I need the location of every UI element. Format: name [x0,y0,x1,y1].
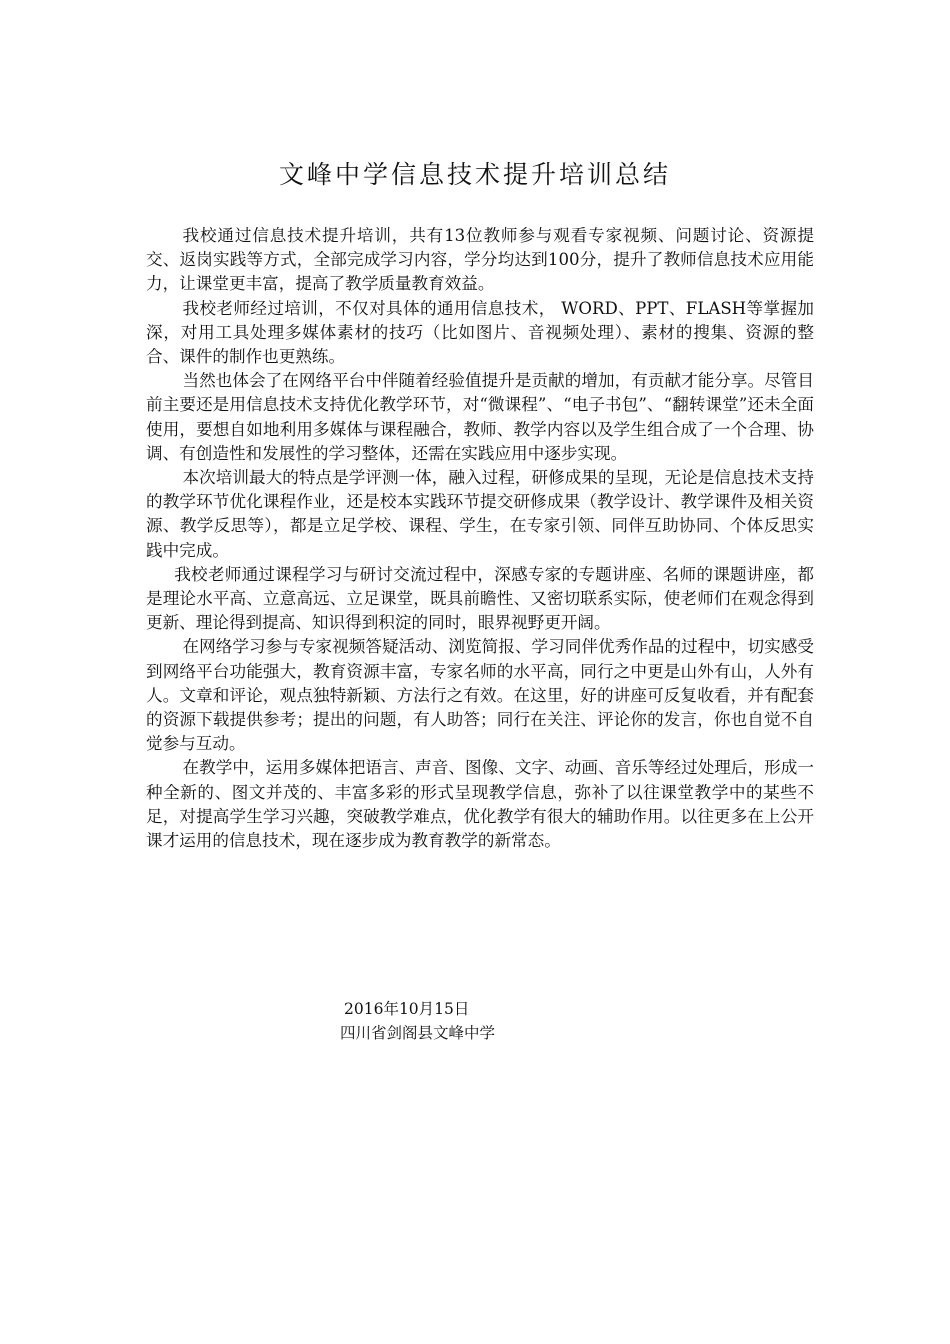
paragraph-1: 我校通过信息技术提升培训，共有13位教师参与观看专家视频、问题讨论、资源提交、返岗实践等方式，全部完成学习内容，学分均达到100分，提升了教师信息技术应用能力，让课堂更丰富，提高了教学质量教育效益。 [146,226,814,294]
paragraph-3: 当然也体会了在网络平台中伴随着经验值提升是贡献的增加，有贡献才能分享。尽管目前主要还是用信息技术支持优化教学环节，对“微课程”、“电子书包”、“翻转课堂”还未全面使用，要想自如地利用多媒体与课程融合，教师、教学内容以及学生组合成了一个合理、协调、有创造性和发展性的学习整体，还需在实践应用中逐步实现。 [146,371,814,463]
paragraph-5: 我校老师通过课程学习与研讨交流过程中，深感专家的专题讲座、名师的课题讲座，都是理论水平高、立意高远、立足课堂，既具前瞻性、又密切联系实际，使老师们在观念得到更新、理论得到提高、知识得到积淀的同时，眼界视野更开阔。 [146,564,814,633]
paragraph-2: 我校老师经过培训，不仅对具体的通用信息技术， WORD、PPT、FLASH等掌握加深，对用工具处理多媒体素材的技巧（比如图片、音视频处理）、素材的搜集、资源的整合、课件的制作也更熟练。 [146,298,814,367]
paragraph-4: 本次培训最大的特点是学评测一体，融入过程，研修成果的呈现，无论是信息技术支持的教学环节优化课程作业，还是校本实践环节提交研修成果（教学设计、教学课件及相关资源、教学反思等），都是立足学校、课程、学生，在专家引领、同伴互助协同、个体反思实践中完成。 [146,468,814,560]
paragraph-6: 在网络学习参与专家视频答疑活动、浏览简报、学习同伴优秀作品的过程中，切实感受到网络平台功能强大，教育资源丰富，专家名师的水平高，同行之中更是山外有山，人外有人。文章和评论，观点独特新颖、方法行之有效。在这里，好的讲座可反复收看，并有配套的资源下载提供参考；提出的问题，有人助答；同行在关注、评论你的发言，你也自觉不自觉参与互动。 [146,637,814,754]
signature-block [340,997,495,1045]
signature-school: 四川省剑阁县文峰中学 [340,1024,496,1042]
document-body [146,224,814,853]
document-title: 文峰中学信息技术提升培训总结 [278,160,671,189]
signature-date: 2016年10月15日 [344,1000,470,1018]
paragraph-7: 在教学中，运用多媒体把语言、声音、图像、文字、动画、音乐等经过处理后，形成一种全新的、图文并茂的、丰富多彩的形式呈现教学信息，弥补了以往课堂教学中的某些不足，对提高学生学习兴趣，突破教学难点，优化教学有很大的辅助作用。以往更多在上公开课才运用的信息技术，现在逐步成为教育教学的新常态。 [146,758,814,851]
